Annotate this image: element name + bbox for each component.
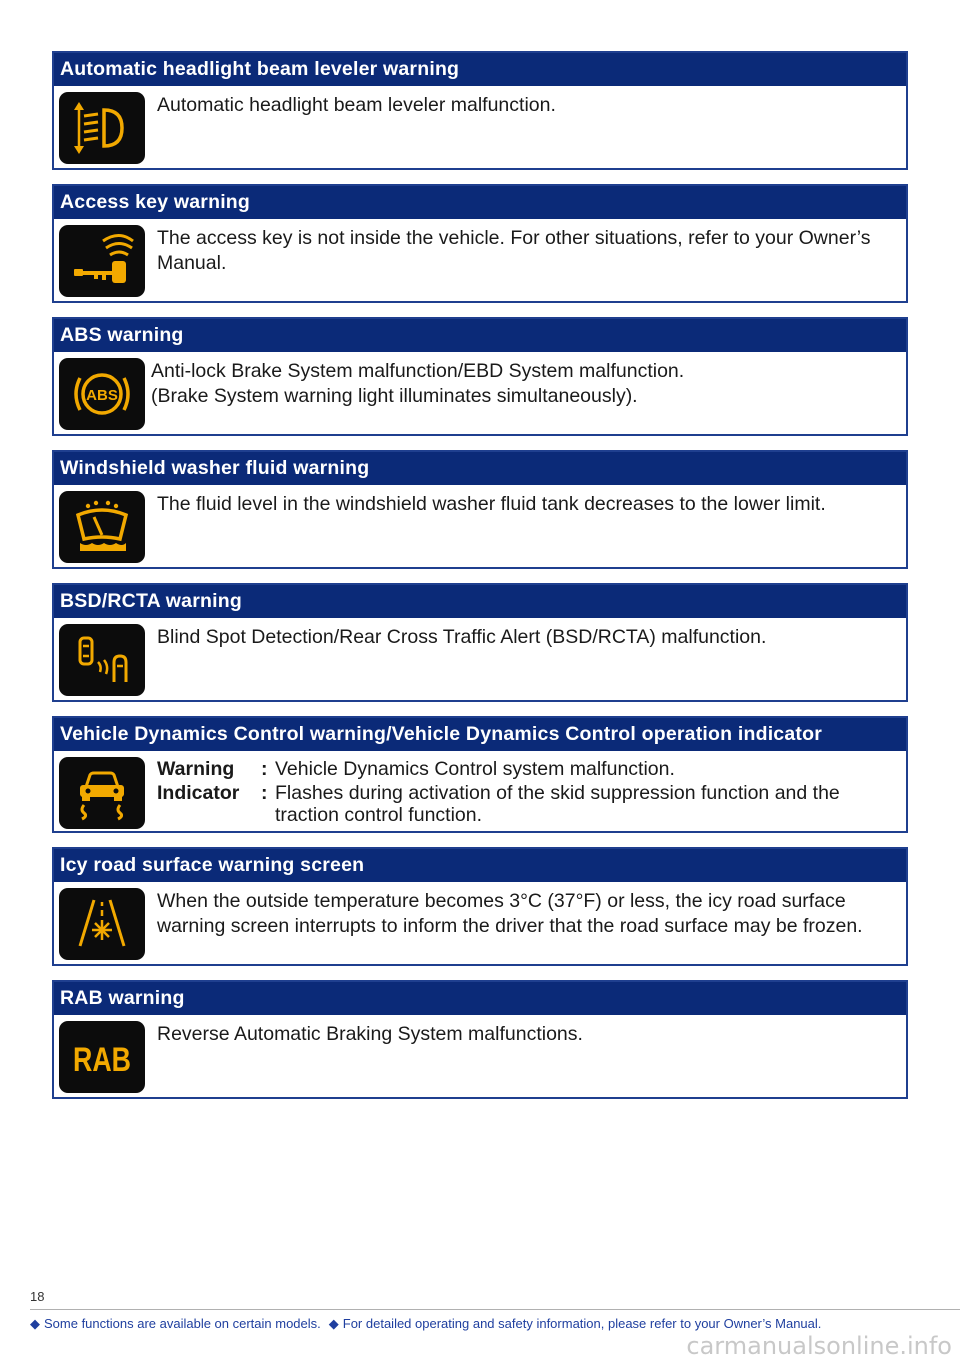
section-icy-road	[52, 847, 908, 966]
section-description	[157, 889, 892, 939]
washer-fluid-icon	[59, 491, 145, 563]
section-description	[157, 492, 892, 517]
abs-icon	[59, 358, 145, 430]
section-washer-fluid	[52, 450, 908, 569]
rab-icon	[59, 1021, 145, 1093]
section-description	[157, 226, 892, 276]
icy-road-icon	[59, 888, 145, 960]
section-title: ABS warning	[54, 319, 906, 352]
section-bsd-rcta	[52, 583, 908, 702]
section-description	[157, 758, 892, 828]
definition-term: Warning	[157, 758, 235, 780]
definition-text: Vehicle Dynamics Control system malfunction.	[275, 758, 675, 780]
section-rab	[52, 980, 908, 1099]
footer-divider	[30, 1309, 960, 1310]
section-title: Icy road surface warning screen	[54, 849, 906, 882]
section-access-key	[52, 184, 908, 303]
section-description	[157, 1022, 892, 1047]
description-line: Anti-lock Brake System malfunction/EBD System malfunction.	[151, 360, 685, 382]
description-line: The access key is not inside the vehicle. For other situations, refer to your Owner’s Manual.	[157, 227, 871, 274]
section-description	[151, 359, 892, 409]
section-headlight-leveler	[52, 51, 908, 170]
footer-note-1: Some functions are available on certain models.	[44, 1316, 321, 1331]
definition-separator: :	[261, 782, 268, 804]
section-title: Vehicle Dynamics Control warning/Vehicle Dynamics Control operation indicator	[54, 718, 906, 751]
description-line: The fluid level in the windshield washer fluid tank decreases to the lower limit.	[157, 493, 826, 515]
description-line: Automatic headlight beam leveler malfunction.	[157, 94, 556, 116]
rab-icon-label: RAB	[73, 1041, 131, 1079]
footer-note-2: For detailed operating and safety information, please refer to your Owner’s Manual.	[342, 1316, 822, 1331]
section-description	[157, 93, 892, 118]
page-number: 18	[30, 1289, 45, 1304]
description-line: (Brake System warning light illuminates simultaneously).	[151, 385, 638, 407]
description-line: Blind Spot Detection/Rear Cross Traffic Alert (BSD/RCTA) malfunction.	[157, 626, 767, 648]
diamond-bullet-icon: ◆	[328, 1316, 339, 1331]
section-title: Windshield washer fluid warning	[54, 452, 906, 485]
vehicle-dynamics-icon	[59, 757, 145, 829]
definition-warning	[157, 758, 892, 780]
watermark: carmanualsonline.info	[686, 1332, 952, 1360]
definition-text: Flashes during activation of the skid suppression function and the traction control function.	[275, 782, 840, 826]
section-title: BSD/RCTA warning	[54, 585, 906, 618]
access-key-icon	[59, 225, 145, 297]
description-line: When the outside temperature becomes 3°C (37°F) or less, the icy road surface warning screen interrupts to inform the driver that the road surface may be frozen.	[157, 890, 863, 937]
abs-icon-label: ABS	[86, 387, 118, 404]
diamond-bullet-icon: ◆	[30, 1316, 40, 1331]
section-vehicle-dynamics	[52, 716, 908, 833]
bsd-rcta-icon	[59, 624, 145, 696]
section-title: Automatic headlight beam leveler warning	[54, 53, 906, 86]
description-line: Reverse Automatic Braking System malfunctions.	[157, 1023, 583, 1045]
definition-separator: :	[261, 758, 268, 780]
footer-note	[30, 1316, 821, 1332]
section-abs	[52, 317, 908, 436]
definition-indicator	[157, 782, 892, 826]
section-title: Access key warning	[54, 186, 906, 219]
headlight-leveler-icon	[59, 92, 145, 164]
section-title: RAB warning	[54, 982, 906, 1015]
definition-term: Indicator	[157, 782, 240, 804]
section-description	[157, 625, 892, 650]
